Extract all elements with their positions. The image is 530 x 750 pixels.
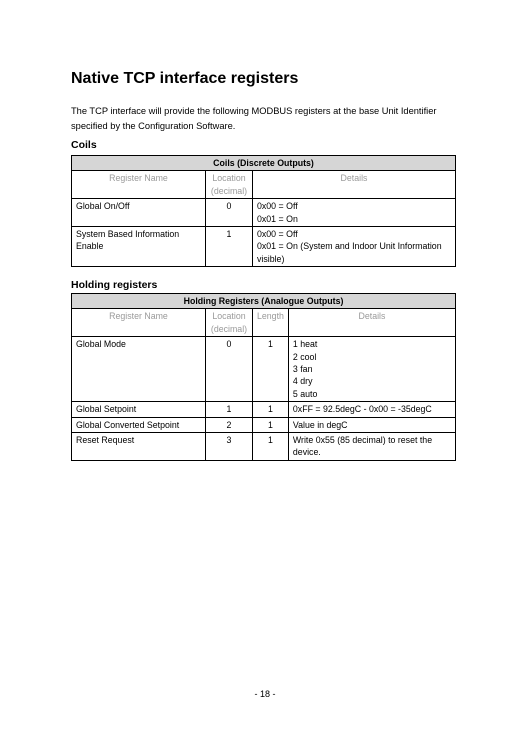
register-details: 1 heat 2 cool 3 fan 4 dry 5 auto — [288, 337, 455, 402]
register-details: 0xFF = 92.5degC - 0x00 = -35degC — [288, 402, 455, 417]
register-details: 0x00 = Off 0x01 = On (System and Indoor Unit Information visible) — [253, 227, 456, 267]
register-details: 0x00 = Off 0x01 = On — [253, 199, 456, 227]
holding-col-register-name: Register Name — [72, 309, 206, 337]
coils-table — [71, 155, 456, 267]
register-location: 2 — [206, 417, 253, 432]
coils-heading: Coils — [71, 139, 97, 151]
register-length: 1 — [253, 417, 289, 432]
holding-col-length: Length — [253, 309, 289, 337]
register-location: 0 — [206, 199, 253, 227]
intro-paragraph: The TCP interface will provide the following MODBUS registers at the base Unit Identifier specified by the Configuration Software. — [71, 106, 437, 131]
coils-col-details: Details — [253, 171, 456, 199]
holding-registers-heading: Holding registers — [71, 279, 158, 291]
page-title: Native TCP interface registers — [71, 70, 299, 87]
coils-col-location: Location (decimal) — [206, 171, 253, 199]
table-row — [72, 337, 456, 402]
register-location: 3 — [206, 433, 253, 461]
register-location: 1 — [206, 402, 253, 417]
register-name: Reset Request — [72, 433, 206, 461]
page-number: - 18 - — [254, 689, 276, 699]
register-name: Global Converted Setpoint — [72, 417, 206, 432]
register-length: 1 — [253, 402, 289, 417]
table-row — [72, 227, 456, 267]
holding-col-location: Location (decimal) — [206, 309, 253, 337]
table-row — [72, 433, 456, 461]
register-length: 1 — [253, 337, 289, 402]
register-name: Global On/Off — [72, 199, 206, 227]
register-name: System Based Information Enable — [72, 227, 206, 267]
coils-table-caption: Coils (Discrete Outputs) — [72, 156, 456, 171]
register-details: Write 0x55 (85 decimal) to reset the device. — [288, 433, 455, 461]
holding-col-details: Details — [288, 309, 455, 337]
register-name: Global Setpoint — [72, 402, 206, 417]
holding-registers-table — [71, 293, 456, 461]
table-row — [72, 417, 456, 432]
register-details: Value in degC — [288, 417, 455, 432]
table-row — [72, 402, 456, 417]
table-row — [72, 199, 456, 227]
register-location: 1 — [206, 227, 253, 267]
register-name: Global Mode — [72, 337, 206, 402]
coils-col-register-name: Register Name — [72, 171, 206, 199]
holding-table-caption: Holding Registers (Analogue Outputs) — [72, 294, 456, 309]
register-location: 0 — [206, 337, 253, 402]
register-length: 1 — [253, 433, 289, 461]
